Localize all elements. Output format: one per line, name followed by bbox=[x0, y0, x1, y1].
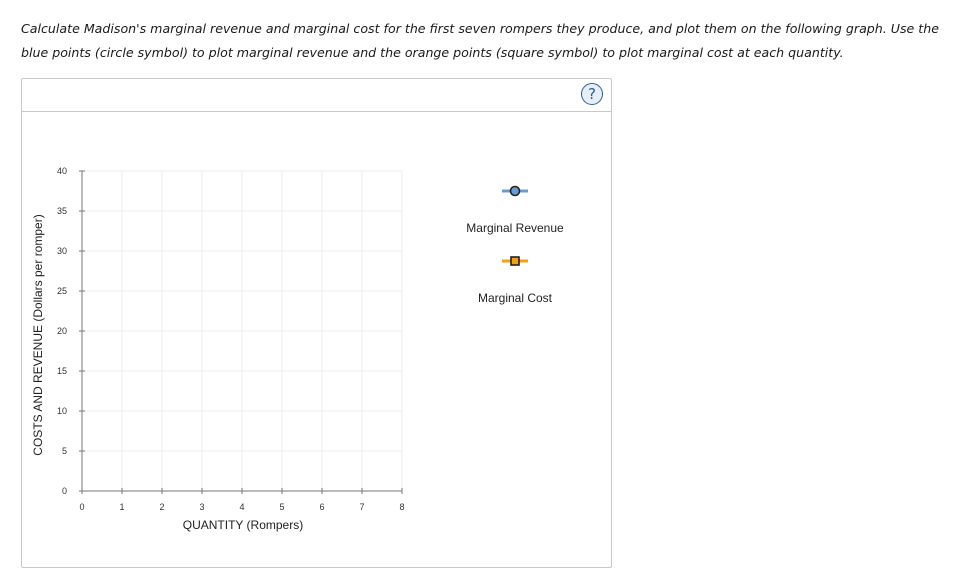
x-tick-label: 1 bbox=[119, 502, 125, 512]
y-tick-label: 35 bbox=[56, 206, 67, 216]
legend bbox=[466, 187, 564, 306]
y-tick-label: 20 bbox=[56, 326, 67, 336]
y-tick-label: 0 bbox=[61, 486, 67, 496]
y-tick-label: 30 bbox=[56, 246, 67, 256]
legend-marginal-cost[interactable] bbox=[478, 257, 553, 305]
ticks bbox=[57, 166, 405, 512]
x-tick-label: 3 bbox=[199, 502, 205, 512]
x-tick-label: 5 bbox=[279, 502, 285, 512]
x-tick-label: 0 bbox=[79, 502, 85, 512]
legend-marginal-revenue-label: Marginal Revenue bbox=[466, 221, 564, 235]
x-axis-title: QUANTITY (Rompers) bbox=[182, 518, 304, 532]
question-icon: ? bbox=[588, 85, 596, 103]
x-tick-label: 7 bbox=[359, 502, 365, 512]
y-tick-label: 10 bbox=[56, 406, 67, 416]
x-tick-label: 8 bbox=[399, 502, 405, 512]
y-tick-label: 25 bbox=[56, 286, 67, 296]
grid bbox=[82, 171, 402, 491]
instructions-text: Calculate Madison's marginal revenue and marginal cost for the first seven rompers they produce, and plot them on the following graph. Use the blue points (circle symbol) to plot marginal revenue and the orange points (square symbol) to plot marginal cost at each quantity. bbox=[21, 21, 939, 60]
y-axis-title: COSTS AND REVENUE (Dollars per romper) bbox=[31, 214, 45, 456]
x-tick-label: 4 bbox=[239, 502, 245, 512]
legend-marginal-cost-label: Marginal Cost bbox=[477, 291, 553, 305]
x-tick-label: 6 bbox=[319, 502, 325, 512]
legend-marginal-revenue[interactable] bbox=[466, 187, 564, 236]
y-tick-label: 5 bbox=[61, 446, 67, 456]
y-tick-label: 40 bbox=[56, 166, 67, 176]
square-marker-icon[interactable] bbox=[511, 257, 519, 265]
y-tick-label: 15 bbox=[56, 366, 67, 376]
circle-marker-icon[interactable] bbox=[511, 187, 520, 196]
graph-panel bbox=[21, 78, 612, 568]
graph-area[interactable] bbox=[22, 79, 611, 567]
x-tick-label: 2 bbox=[159, 502, 165, 512]
